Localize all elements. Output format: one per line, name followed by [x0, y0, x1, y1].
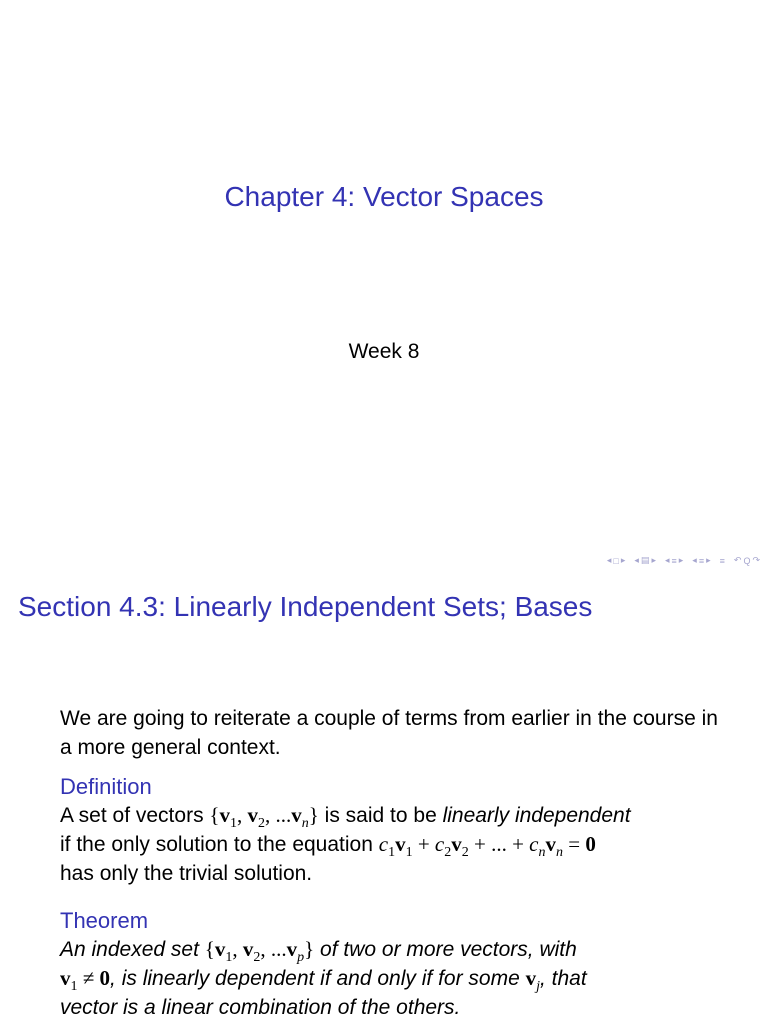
- section-title: Section 4.3: Linearly Independent Sets; Bases: [18, 591, 593, 622]
- theorem-text: An indexed set: [60, 938, 205, 961]
- nav-search-group: [734, 555, 760, 566]
- theorem-block: [60, 906, 720, 1022]
- theorem-heading: Theorem: [60, 908, 149, 933]
- theorem-text: vector is a linear combination of the others.: [60, 996, 461, 1019]
- definition-body: [60, 801, 720, 888]
- nav-search-icon[interactable]: Q: [743, 555, 751, 566]
- nav-next-subsection-icon[interactable]: ▸: [678, 555, 684, 565]
- nav-subsection-icon[interactable]: ≡: [671, 555, 677, 566]
- nav-slide-icon[interactable]: □: [613, 555, 619, 566]
- vj-formula: $v_j$: [525, 966, 540, 995]
- definition-term: linearly independent: [442, 804, 631, 827]
- nav-next-frame-icon[interactable]: ▸: [651, 555, 656, 565]
- theorem-text: , that: [539, 967, 587, 990]
- nav-section-group: [692, 555, 710, 566]
- chapter-title: Chapter 4: Vector Spaces: [224, 181, 544, 212]
- indexed-set-formula: {$v_1$, $v_2$, $...v_p$}: [204, 937, 315, 966]
- beamer-navigation-bar: [601, 555, 760, 566]
- theorem-text: , is linearly dependent if and only if for some: [110, 967, 526, 990]
- nav-prev-frame-icon[interactable]: ◂: [634, 555, 639, 565]
- nav-back-icon[interactable]: ↶: [733, 555, 742, 565]
- nav-section-icon[interactable]: ≡: [698, 555, 705, 566]
- linear-equation-formula: $c_1v_1 + c_2v_2$ + ... + $c_nv_n = 0$: [378, 832, 596, 861]
- nav-next-slide-icon[interactable]: ▸: [620, 555, 626, 565]
- nav-document-icon[interactable]: ≡: [719, 555, 725, 566]
- nonzero-condition-formula: $v_1 \ne 0$: [60, 966, 111, 995]
- theorem-text: of two or more vectors, with: [314, 938, 577, 961]
- theorem-body: [60, 935, 720, 1022]
- nav-prev-subsection-icon[interactable]: ◂: [664, 555, 670, 565]
- nav-slide-group: [607, 555, 626, 566]
- week-subtitle: Week 8: [348, 340, 420, 363]
- nav-prev-section-icon[interactable]: ◂: [692, 555, 697, 565]
- nav-frame-icon[interactable]: ▤: [640, 555, 650, 565]
- definition-text: A set of vectors: [60, 804, 210, 827]
- definition-text: has only the trivial solution.: [60, 862, 313, 885]
- nav-prev-slide-icon[interactable]: ◂: [606, 555, 612, 565]
- definition-heading: Definition: [60, 774, 152, 799]
- nav-next-section-icon[interactable]: ▸: [706, 555, 711, 565]
- definition-block: [60, 772, 720, 888]
- content-slide: [0, 576, 768, 1024]
- nav-frame-group: [634, 555, 656, 566]
- intro-paragraph: We are going to reiterate a couple of terms from earlier in the course in a more general context.: [60, 707, 718, 759]
- nav-subsection-group: [665, 555, 683, 566]
- vector-set-formula: {$v_1$, $v_2$, $...v_n$}: [209, 803, 319, 832]
- definition-text: is said to be: [318, 804, 443, 827]
- nav-forward-icon[interactable]: ↷: [752, 555, 760, 565]
- definition-text: if the only solution to the equation: [60, 833, 379, 856]
- nav-document-group: [720, 556, 725, 566]
